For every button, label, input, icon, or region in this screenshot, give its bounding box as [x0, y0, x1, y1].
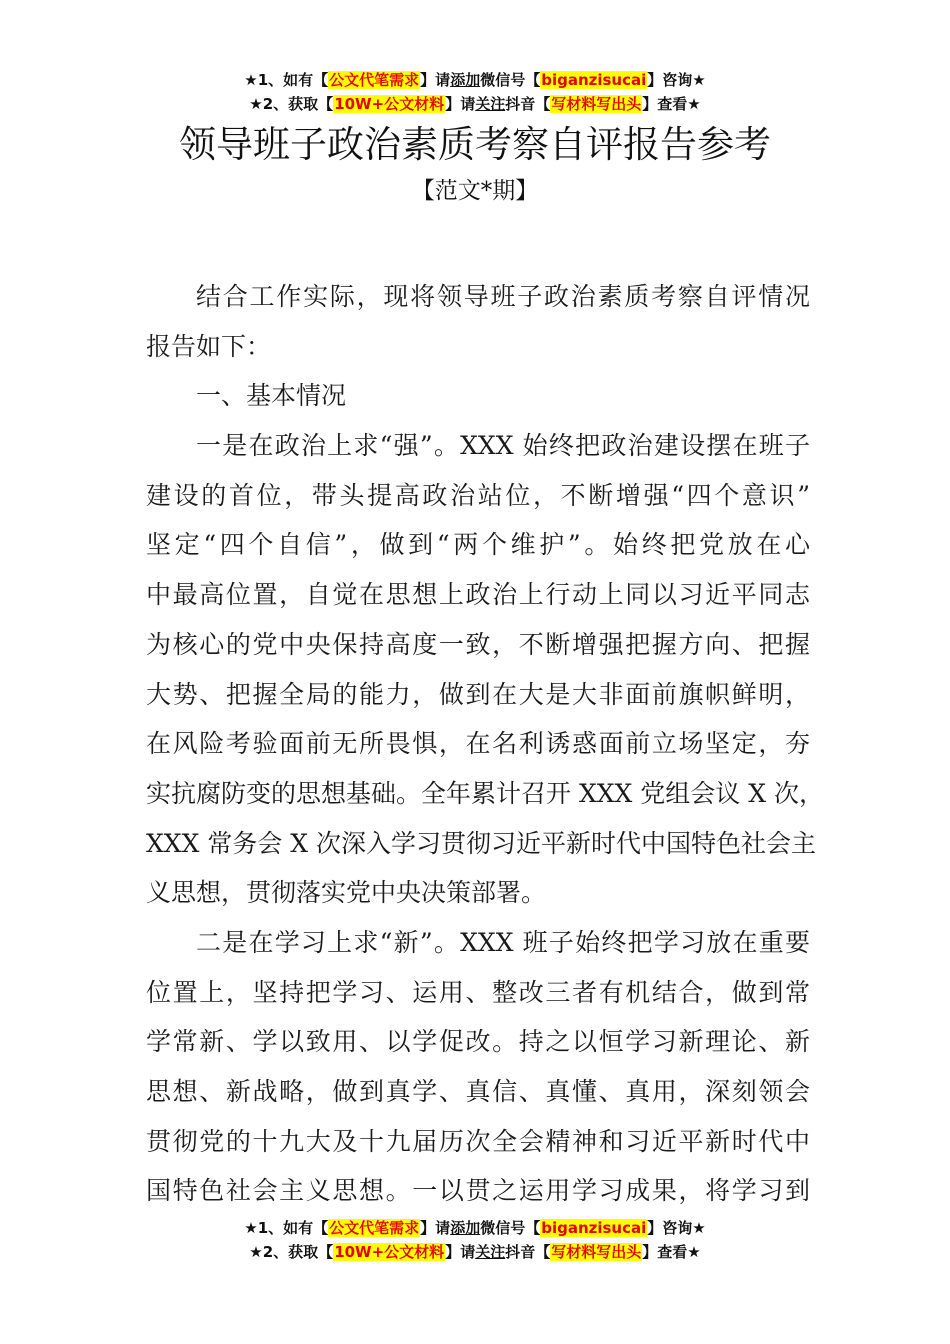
banner-highlight: 写材料写出头 [551, 1243, 642, 1261]
document-subtitle: 【范文*期】 [411, 178, 539, 204]
body-line: 坚定“四个自信”，做到“两个维护”。始终把党放在心 [146, 530, 810, 560]
banner-text: ★2、获取【 [249, 95, 334, 113]
body-line: 贯彻党的十九大及十九届历次全会精神和习近平新时代中 [146, 1126, 810, 1156]
body-line: 学常新、学以致用、以学促改。持之以恒学习新理论、新 [146, 1027, 810, 1057]
banner-text: 抖音【 [505, 1243, 551, 1261]
banner-highlight: 公文代笔需求 [329, 1219, 420, 1237]
banner-text: ★1、如有【 [244, 71, 329, 89]
document-body [146, 272, 824, 1216]
banner-underlined-text: 添加 [450, 71, 481, 89]
body-line: 位置上，坚持把学习、运用、整改三者有机结合，做到常 [146, 977, 810, 1007]
footer-banner [0, 1216, 950, 1264]
banner-text: 】查看★ [642, 1243, 701, 1261]
body-line: 思想、新战略，做到真学、真信、真懂、真用，深刻领会 [146, 1077, 810, 1106]
banner-text: 】请 [420, 1219, 451, 1237]
banner-text: 抖音【 [505, 95, 551, 113]
banner-text: 】咨询★ [647, 1219, 706, 1237]
banner-text: 】请 [445, 95, 476, 113]
body-line: 在风险考验面前无所畏惧，在名利诱惑面前立场坚定，夯 [146, 729, 810, 759]
banner-text: 】咨询★ [647, 71, 706, 89]
body-line: 一是在政治上求“强”。XXX 始终把政治建设摆在班子 [196, 431, 810, 461]
document-title: 领导班子政治素质考察自评报告参考 [179, 123, 771, 166]
banner-line-1 [0, 68, 950, 92]
banner-text: 】查看★ [642, 95, 701, 113]
banner-highlight: 公文代笔需求 [329, 71, 420, 89]
body-line: 为核心的党中央保持高度一致，不断增强把握方向、把握 [146, 629, 810, 659]
banner-line-1 [0, 1216, 950, 1240]
banner-text: 】请 [420, 71, 451, 89]
banner-line-2 [0, 1240, 950, 1264]
body-line: 结合工作实际，现将领导班子政治素质考察自评情况 [196, 282, 810, 311]
body-line: 国特色社会主义思想。一以贯之运用学习成果，将学习到 [146, 1176, 810, 1206]
body-line: 建设的首位，带头提高政治站位，不断增强“四个意识” [146, 480, 810, 510]
body-line: 中最高位置，自觉在思想上政治上行动上同以习近平同志 [146, 580, 810, 610]
body-line: 大势、把握全局的能力，做到在大是大非面前旗帜鲜明， [146, 679, 810, 709]
banner-text: ★2、获取【 [249, 1243, 334, 1261]
body-line: 二是在学习上求“新”。XXX 班子始终把学习放在重要 [196, 927, 810, 957]
banner-underlined-text: 添加 [450, 1219, 481, 1237]
banner-text: 微信号【 [480, 1219, 541, 1237]
banner-highlight: 10W+公文材料 [334, 95, 445, 113]
banner-underlined-text: 关注 [475, 95, 506, 113]
banner-text: 】请 [445, 1243, 476, 1261]
banner-highlight: biganzisucai [541, 1219, 647, 1237]
banner-highlight: 写材料写出头 [551, 95, 642, 113]
banner-line-2 [0, 92, 950, 116]
body-line: 实抗腐防变的思想基础。全年累计召开 XXX 党组会议 X 次， [146, 778, 824, 808]
header-banner [0, 68, 950, 116]
body-line: 义思想，贯彻落实党中央决策部署。 [146, 878, 547, 908]
banner-text: 微信号【 [480, 71, 541, 89]
section-heading: 一、基本情况 [196, 381, 347, 411]
banner-highlight: biganzisucai [541, 71, 647, 89]
body-line: XXX 常务会 X 次深入学习贯彻习近平新时代中国特色社会主 [146, 828, 817, 858]
banner-text: ★1、如有【 [244, 1219, 329, 1237]
banner-underlined-text: 关注 [475, 1243, 506, 1261]
banner-highlight: 10W+公文材料 [334, 1243, 445, 1261]
body-line: 报告如下： [146, 331, 272, 361]
